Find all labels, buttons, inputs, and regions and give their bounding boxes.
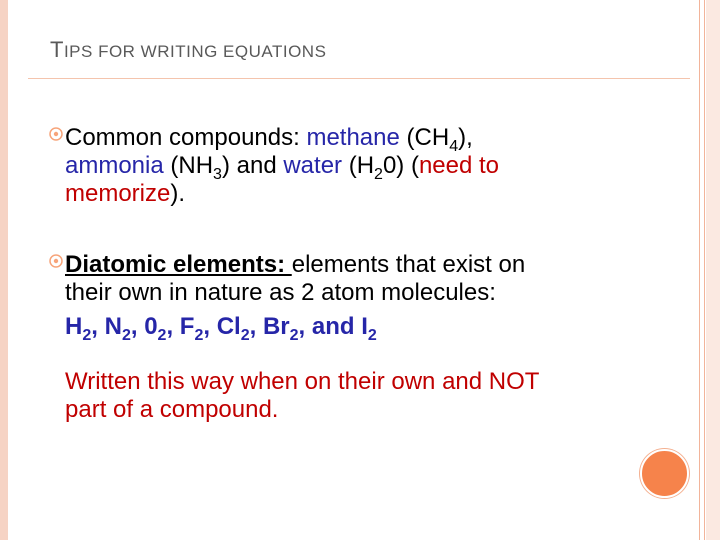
element-separator: , — [91, 313, 105, 340]
bullet2-line1 — [65, 251, 539, 279]
diatomic-note-line1 — [65, 368, 539, 396]
bullet-common-compounds — [52, 124, 499, 208]
element-subscript: 2 — [367, 327, 377, 344]
water-formula: (H — [348, 152, 375, 179]
element-separator: , — [166, 313, 180, 340]
right-band-decoration — [706, 0, 720, 540]
methane-formula-close: ), — [458, 124, 473, 151]
flower-bullet-icon — [49, 127, 63, 141]
diatomic-desc-line1: elements that exist on — [291, 251, 526, 278]
flower-bullet-icon — [49, 254, 63, 268]
water-subscript: 2 — [374, 166, 383, 183]
orange-circle-decoration — [640, 449, 689, 498]
diatomic-elements-list — [65, 313, 539, 344]
bullet-diatomic-elements — [52, 251, 539, 424]
element-symbol: I — [361, 313, 368, 340]
ammonia-subscript: 3 — [213, 166, 222, 183]
title-first-letter: T — [50, 37, 64, 62]
ammonia-formula-close: ) — [221, 152, 230, 179]
memorize-text: memorize — [65, 180, 171, 207]
element-symbol: Br — [262, 313, 290, 340]
element-subscript: 2 — [121, 327, 131, 344]
note-line2-text: part of a compound. — [65, 396, 279, 423]
bullet1-line3 — [65, 180, 499, 208]
element-symbol: H — [65, 313, 83, 340]
diatomic-desc-line2: their own in nature as 2 atom molecules: — [65, 279, 496, 306]
bullet1-line1 — [65, 124, 499, 155]
element-separator: , — [203, 313, 217, 340]
diatomic-elements-label: Diatomic elements: — [65, 251, 292, 278]
element-symbol: N — [104, 313, 122, 340]
element-separator: , and — [298, 313, 362, 340]
element-separator: , — [130, 313, 145, 340]
methane-subscript: 4 — [449, 138, 459, 155]
common-compounds-label: Common compounds: — [65, 124, 300, 151]
diatomic-note-line2 — [65, 396, 539, 424]
element-subscript: 2 — [157, 327, 167, 344]
element-symbol: Cl — [216, 313, 241, 340]
element-separator: , — [249, 313, 263, 340]
element-symbol: F — [179, 313, 195, 340]
methane-text: methane — [306, 124, 400, 151]
element-subscript: 2 — [82, 327, 92, 344]
and-text: and — [236, 152, 277, 179]
ammonia-text: ammonia — [65, 152, 164, 179]
water-text: water — [283, 152, 343, 179]
water-formula-close: 0) — [382, 152, 405, 179]
ammonia-formula: (NH — [170, 152, 214, 179]
element-subscript: 2 — [194, 327, 204, 344]
element-symbol: 0 — [144, 313, 158, 340]
right-line-decoration — [699, 0, 700, 540]
bullet1-line2 — [65, 152, 500, 183]
element-subscript: 2 — [240, 327, 250, 344]
note-paren-close: ). — [170, 180, 186, 207]
note-line1-text: Written this way when on their own and NOT — [65, 368, 540, 395]
need-to-text: need to — [418, 152, 500, 179]
note-paren-open: ( — [410, 152, 419, 179]
title-rest: IPS FOR WRITING EQUATIONS — [63, 42, 327, 61]
element-subscript: 2 — [289, 327, 299, 344]
right-line-decoration — [704, 0, 705, 540]
title-underline — [28, 78, 690, 79]
left-border-decoration — [0, 0, 8, 540]
bullet2-line2 — [65, 279, 539, 307]
methane-formula: (CH — [406, 124, 450, 151]
slide-title — [50, 37, 326, 63]
